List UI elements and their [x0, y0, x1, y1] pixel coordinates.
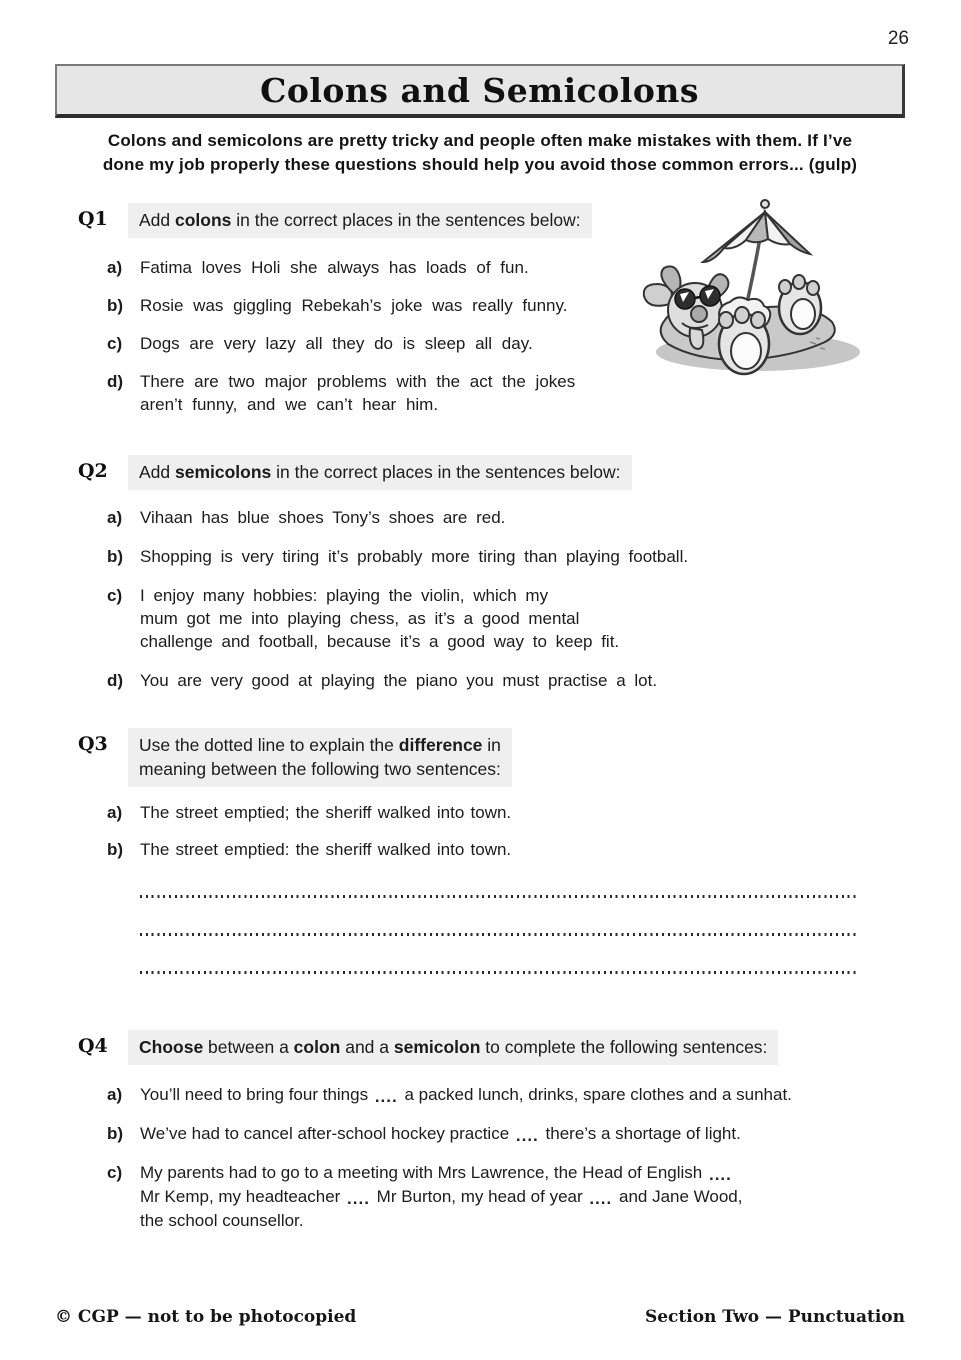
- footer-copyright: © CGP — not to be photocopied: [55, 1307, 357, 1327]
- item-line: [140, 256, 529, 279]
- dog-tongue: [690, 328, 704, 349]
- question-items: [55, 801, 905, 861]
- page-number: 26: [887, 28, 909, 49]
- question-prompt-line: [139, 460, 621, 484]
- dog-toe: [719, 312, 733, 328]
- item-text: [140, 545, 688, 568]
- text-segment: I enjoy many hobbies: playing the violin, which my: [140, 586, 549, 605]
- item-line: [140, 1209, 743, 1233]
- item-line: [140, 332, 533, 355]
- text-segment: Mr Burton, my head of year: [371, 1187, 588, 1206]
- item-text: [140, 332, 533, 355]
- text-segment: The street emptied; the sheriff walked into town.: [140, 803, 512, 822]
- dog-foot-pad: [731, 333, 761, 369]
- answer-blank-dots: ....: [515, 1126, 539, 1145]
- item-text: [140, 1083, 792, 1107]
- item-text: [140, 669, 657, 692]
- item-label: a): [107, 803, 123, 822]
- dog-toe: [793, 275, 805, 289]
- item-text: [140, 256, 529, 279]
- question-item: [55, 838, 905, 861]
- answer-dotted-line: [140, 933, 856, 936]
- text-segment: Vihaan has blue shoes Tony’s shoes are red.: [140, 508, 506, 527]
- item-label: b): [107, 547, 124, 566]
- item-label: c): [107, 586, 123, 605]
- text-segment: Fatima loves Holi she always has loads of fun.: [140, 258, 529, 277]
- text-segment: Choose: [139, 1037, 204, 1057]
- text-segment: semicolons: [175, 462, 272, 482]
- page-title: Colons and Semicolons: [260, 70, 699, 110]
- text-segment: Dogs are very lazy all they do is sleep all day.: [140, 334, 533, 353]
- title-box: [55, 64, 905, 118]
- sunglasses-lens-left: [675, 289, 695, 309]
- dog-toe: [807, 281, 819, 295]
- text-segment: challenge and football, because it’s a good way to keep fit.: [140, 632, 620, 651]
- question-header: [55, 1030, 905, 1065]
- item-text: [140, 294, 567, 317]
- question-items: [55, 506, 905, 692]
- text-segment: Rosie was giggling Rebekah’s joke was really funny.: [140, 296, 568, 315]
- item-line: [140, 1083, 792, 1107]
- item-text: [140, 801, 511, 824]
- question-label: Q1: [78, 208, 108, 230]
- question-q4: [55, 1030, 905, 1233]
- item-line: [140, 801, 511, 824]
- text-segment: Mr Kemp, my headteacher: [140, 1187, 346, 1206]
- question-q3: [55, 728, 905, 1009]
- text-segment: colons: [175, 210, 232, 230]
- answer-dotted-line: [140, 971, 856, 974]
- item-label: a): [107, 508, 123, 527]
- intro-text: [55, 129, 905, 177]
- item-line: [140, 607, 619, 630]
- question-prompt-line: [139, 757, 501, 781]
- intro-line-1: Colons and semicolons are pretty tricky and people often make mistakes with them. If I’ve: [107, 131, 853, 150]
- dog-under-umbrella-illustration: [620, 192, 875, 392]
- text-segment: semicolon: [393, 1037, 481, 1057]
- question-prompt: [128, 203, 592, 238]
- question-items: [55, 1083, 905, 1233]
- text-segment: a packed lunch, drinks, spare clothes and a sunhat.: [399, 1085, 792, 1104]
- dog-foot-pad: [791, 299, 815, 329]
- item-line: [140, 1122, 741, 1146]
- item-line: [140, 1185, 743, 1209]
- item-text: [140, 838, 511, 861]
- umbrella-finial: [761, 200, 769, 208]
- question-item: [55, 669, 905, 692]
- question-prompt-line: [139, 1035, 767, 1059]
- item-text: [140, 506, 505, 529]
- question-prompt: [128, 1030, 778, 1065]
- footer-section: Section Two — Punctuation: [644, 1307, 905, 1327]
- text-segment: The street emptied: the sheriff walked into town.: [140, 840, 512, 859]
- item-text: [140, 1161, 743, 1233]
- item-label: a): [107, 1085, 123, 1104]
- item-label: d): [107, 372, 124, 391]
- item-label: d): [107, 671, 124, 690]
- text-segment: colon: [293, 1037, 341, 1057]
- text-segment: and Jane Wood,: [614, 1187, 743, 1206]
- question-label: Q3: [78, 733, 108, 755]
- dog-toe: [779, 280, 791, 294]
- question-prompt: [128, 728, 512, 787]
- item-label: b): [107, 296, 124, 315]
- text-segment: Shopping is very tiring it’s probably more tiring than playing football.: [140, 547, 689, 566]
- answer-blank-dots: ....: [589, 1189, 613, 1208]
- text-segment: between a: [203, 1037, 294, 1057]
- item-line: [140, 669, 657, 692]
- text-segment: We’ve had to cancel after-school hockey practice: [140, 1124, 514, 1143]
- answer-blank-dots: ....: [708, 1165, 732, 1184]
- item-line: [140, 545, 688, 568]
- question-prompt-line: [139, 208, 581, 232]
- item-line: [140, 294, 567, 317]
- item-line: [140, 506, 505, 529]
- question-prompt-line: [139, 733, 501, 757]
- text-segment: difference: [398, 735, 483, 755]
- answer-blank-dots: ....: [374, 1087, 398, 1106]
- question-item: [55, 1161, 905, 1233]
- question-item: [55, 545, 905, 568]
- text-segment: Add: [139, 462, 175, 482]
- item-text: [140, 584, 619, 653]
- question-label: Q4: [78, 1035, 108, 1057]
- text-segment: meaning between the following two sentences:: [139, 759, 501, 779]
- item-text: [140, 1122, 741, 1146]
- question-item: [55, 801, 905, 824]
- item-line: [140, 584, 619, 607]
- text-segment: in: [482, 735, 501, 755]
- item-line: [140, 370, 575, 393]
- question-header: [55, 728, 905, 787]
- intro-line-2: done my job properly these questions should help you avoid those common errors... (gulp): [102, 155, 858, 174]
- item-label: b): [107, 840, 124, 859]
- dog-toe: [751, 312, 765, 328]
- item-label: b): [107, 1124, 124, 1143]
- text-segment: in the correct places in the sentences below:: [271, 462, 621, 482]
- text-segment: Use the dotted line to explain the: [139, 735, 399, 755]
- question-item: [55, 506, 905, 529]
- page-footer: [55, 1307, 905, 1327]
- question-item: [55, 1083, 905, 1107]
- dog-nose: [691, 306, 707, 322]
- text-segment: There are two major problems with the act the jokes: [140, 372, 576, 391]
- text-segment: in the correct places in the sentences below:: [231, 210, 581, 230]
- dog-toe: [735, 307, 749, 323]
- text-segment: and a: [340, 1037, 394, 1057]
- sunglasses-bridge: [695, 297, 700, 298]
- text-segment: mum got me into playing chess, as it’s a good mental: [140, 609, 580, 628]
- item-label: c): [107, 334, 123, 353]
- text-segment: Add: [139, 210, 175, 230]
- question-prompt: [128, 455, 632, 490]
- item-label: c): [107, 1163, 123, 1182]
- text-segment: My parents had to go to a meeting with Mrs Lawrence, the Head of English: [140, 1163, 707, 1182]
- text-segment: there’s a shortage of light.: [540, 1124, 741, 1143]
- text-segment: the school counsellor.: [140, 1211, 304, 1230]
- item-line: [140, 393, 575, 416]
- question-item: [55, 1122, 905, 1146]
- item-label: a): [107, 258, 123, 277]
- answer-blank-dots: ....: [347, 1189, 370, 1208]
- item-text: [140, 370, 575, 416]
- item-line: [140, 838, 511, 861]
- text-segment: aren’t funny, and we can’t hear him.: [140, 395, 439, 414]
- question-label: Q2: [78, 460, 108, 482]
- answer-lines: [55, 895, 905, 974]
- sunglasses-lens-right: [700, 286, 720, 306]
- text-segment: You are very good at playing the piano you must practise a lot.: [140, 671, 658, 690]
- item-line: [140, 1161, 743, 1185]
- answer-dotted-line: [140, 895, 856, 898]
- item-line: [140, 630, 619, 653]
- question-header: [55, 455, 905, 490]
- question-q2: [55, 455, 905, 692]
- text-segment: to complete the following sentences:: [480, 1037, 768, 1057]
- text-segment: You’ll need to bring four things: [140, 1085, 373, 1104]
- question-item: [55, 584, 905, 653]
